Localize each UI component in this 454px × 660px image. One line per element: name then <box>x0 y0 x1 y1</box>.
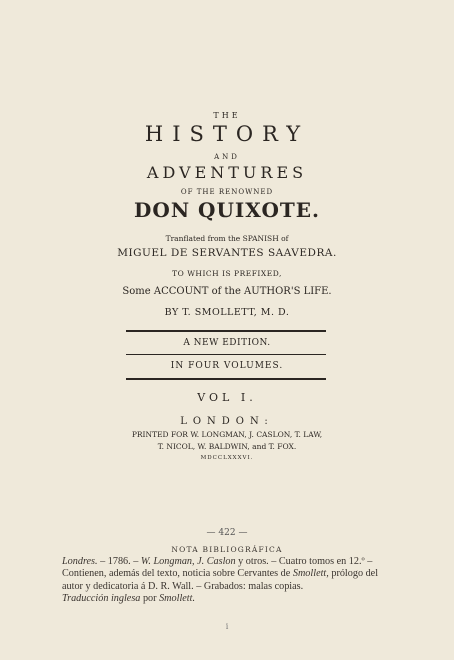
title-the: THE <box>213 111 241 120</box>
prefixed-line: TO WHICH IS PREFIXED, <box>172 269 282 278</box>
translator-line: BY T. SMOLLETT, M. D. <box>164 307 290 318</box>
note-line-1: Londres. – 1786. – W. Longman, J. Caslon y otros. – Cuatro tomos en 12.º – <box>62 556 373 567</box>
title-and: AND <box>214 153 240 161</box>
imprint-printers-1: PRINTED FOR W. LONGMAN, J. CASLON, T. LAW, <box>131 430 323 439</box>
title-of-renowned: OF THE RENOWNED <box>180 188 274 196</box>
rule-bottom <box>126 378 326 380</box>
title-adventures: ADVENTURES <box>146 163 308 182</box>
rule-top <box>126 330 326 332</box>
imprint-city: LONDON: <box>180 416 274 427</box>
page-number: — 422 — <box>206 528 248 538</box>
edition-line: A NEW EDITION. <box>183 338 271 348</box>
rule-middle <box>126 354 326 355</box>
imprint-printers-2: T. NICOL, W. BALDWIN, and T. FOX. <box>157 442 297 451</box>
imprint-year: MDCCLXXXVI. <box>200 455 254 461</box>
translated-line: Tranflated from the SPANISH of <box>165 234 289 243</box>
title-history: HISTORY <box>144 122 310 146</box>
title-don-quixote: DON QUIXOTE. <box>134 198 320 222</box>
note-line-4: Traducción inglesa por Smollett. <box>62 593 196 605</box>
signature-mark: i <box>225 622 229 631</box>
note-line-3: autor y dedicatoria á D. R. Wall. – Grabados: malas copias. <box>62 580 304 592</box>
note-heading: NOTA BIBLIOGRÁFICA <box>171 545 283 554</box>
account-line: Some ACCOUNT of the AUTHOR'S LIFE. <box>122 286 332 297</box>
volumes-line: IN FOUR VOLUMES. <box>170 361 284 371</box>
author-name: MIGUEL DE SERVANTES SAAVEDRA. <box>117 247 337 259</box>
bibliographic-note <box>62 556 398 606</box>
volume-number: VOL I. <box>197 391 257 404</box>
note-line-2: Contienen, además del texto, noticia sobre Cervantes de Smollett, prólogo del <box>62 568 379 580</box>
